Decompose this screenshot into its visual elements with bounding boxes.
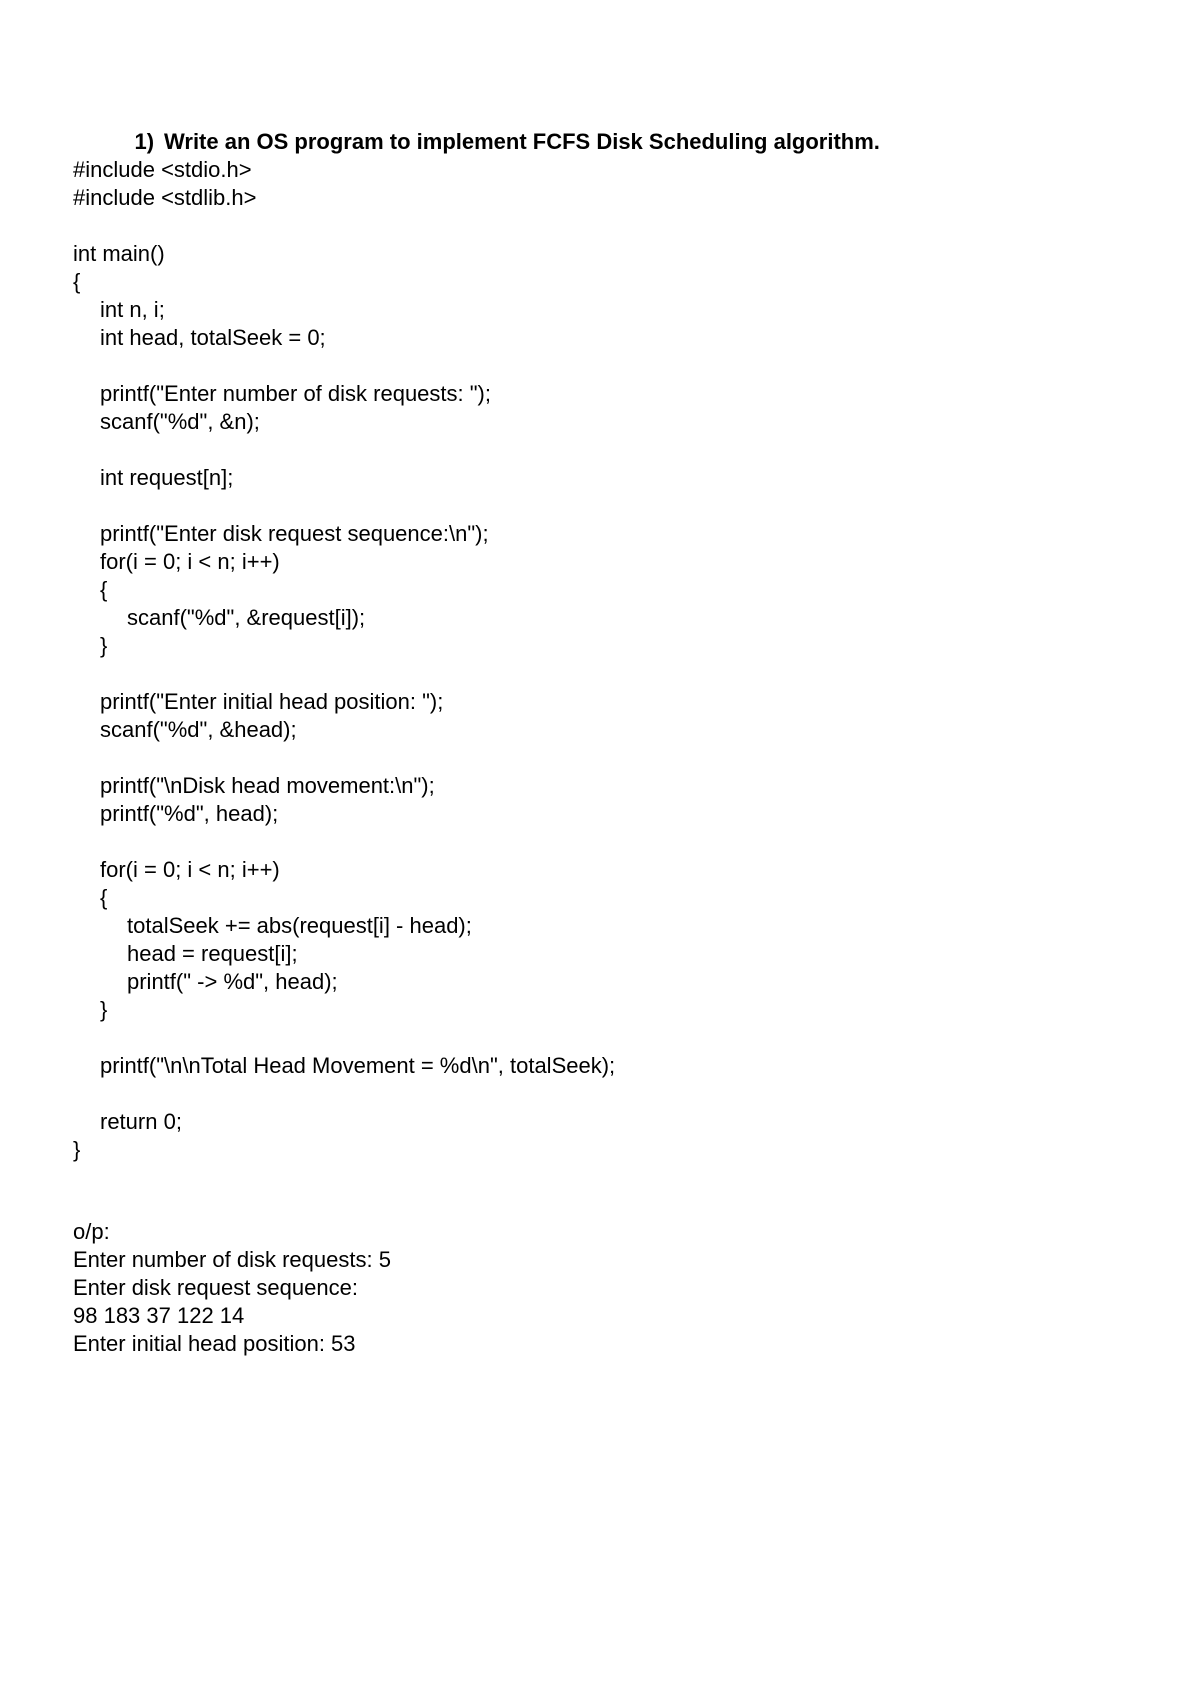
output-line: Enter number of disk requests: 5 [73,1247,391,1272]
code-line [73,352,615,380]
code-line: for(i = 0; i < n; i++) [100,549,280,574]
code-line [73,492,615,520]
code-line [73,1024,615,1052]
output-line: 98 183 37 122 14 [73,1303,245,1328]
code-listing [73,156,615,1164]
code-line: return 0; [100,1109,182,1134]
code-line [73,436,615,464]
code-line: int main() [73,241,165,266]
code-line [73,660,615,688]
code-line [73,212,615,240]
question-number: 1) [134,129,155,154]
code-line: scanf("%d", &head); [100,717,297,742]
question-text: Write an OS program to implement FCFS Disk Scheduling algorithm. [164,129,880,154]
code-line: printf("\nDisk head movement:\n"); [100,773,435,798]
code-line [73,828,615,856]
code-line: scanf("%d", &request[i]); [127,605,366,630]
code-line: int n, i; [100,297,165,322]
output-line: Enter initial head position: 53 [73,1331,356,1356]
code-line: int request[n]; [100,465,234,490]
code-line: totalSeek += abs(request[i] - head); [127,913,472,938]
code-line: { [100,577,108,602]
code-line: printf("Enter initial head position: "); [100,689,444,714]
code-line: { [100,885,108,910]
code-line: scanf("%d", &n); [100,409,260,434]
code-line: } [73,1137,81,1162]
code-line: printf("%d", head); [100,801,279,826]
code-line: for(i = 0; i < n; i++) [100,857,280,882]
code-line: #include <stdlib.h> [73,185,257,210]
code-line: int head, totalSeek = 0; [100,325,326,350]
code-line: printf("Enter number of disk requests: "); [100,381,491,406]
code-line [73,1080,615,1108]
code-line: } [100,997,108,1022]
code-line [73,744,615,772]
output-line: Enter disk request sequence: [73,1275,358,1300]
output-label: o/p: [73,1219,110,1244]
program-output [73,1218,391,1358]
code-line: #include <stdio.h> [73,157,252,182]
code-line: printf(" -> %d", head); [127,969,338,994]
code-line: { [73,269,81,294]
code-line: head = request[i]; [127,941,298,966]
code-line: printf("Enter disk request sequence:\n"); [100,521,489,546]
code-line: printf("\n\nTotal Head Movement = %d\n", totalSeek); [100,1053,616,1078]
code-line: } [100,633,108,658]
